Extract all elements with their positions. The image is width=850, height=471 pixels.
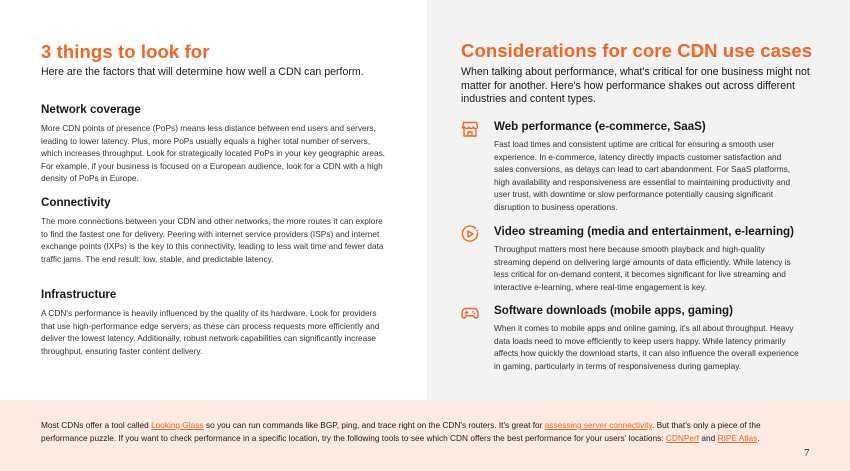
footer-text [41, 419, 801, 444]
footer-text-part: . But that's only a piece of the performance puzzle. If you want to check performance in a specific location, try the following tools to see which CDN offers the best performance for your users' locations: [41, 420, 761, 443]
page-number: 7 [804, 447, 810, 459]
section-heading: Infrastructure [41, 288, 117, 301]
section-connectivity [41, 196, 391, 265]
footer-text-part: and [699, 432, 718, 443]
ripe-atlas-link[interactable]: RIPE Atlas [717, 432, 758, 443]
section-body: More CDN points of presence (PoPs) means less distance between end users and servers, leading to lower latency. Plus, more PoPs usually equals a higher total number of servers, which increases throughput. Look for strategically located PoPs in your key geographic areas. For example, if your business is focused on a European audience, look for a CDN with a high density of PoPs in Europe. [41, 123, 386, 183]
right-column [427, 0, 850, 400]
case-body: Fast load times and consistent uptime are critical for ensuring a smooth user experience. In e-commerce, latency directly impacts customer satisfaction and sales conversions, as delays can lead to cart abandonment. For SaaS platforms, high availability and responsiveness are essential to maintaining productivity and user trust, with downtime or slow performance potentially causing significant disruption to business operations. [494, 139, 791, 212]
right-intro: When talking about performance, what's critical for one business might not matter for another. Here's how performance shakes out across different industries and content types. [461, 66, 810, 105]
case-heading: Software downloads (mobile apps, gaming) [494, 304, 733, 317]
section-heading: Connectivity [41, 196, 111, 209]
left-title: 3 things to look for [41, 41, 210, 62]
case-body: When it comes to mobile apps and online gaming, it's all about throughput. Heavy data loads need to move efficiently to keep users happy. While latency primarily affects how quickly the download starts, it can also influence the overall experience in gaming, particularly in terms of responsiveness during gameplay. [494, 323, 799, 371]
case-body: Throughput matters most here because smooth playback and high-quality streaming depend on delivering large amounts of data efficiently. While latency is less critical for on-demand content, it becomes significant for live streaming and interactive e-learning, where real-time engagement is key. [494, 244, 791, 292]
section-body: The more connections between your CDN and other networks, the more routes it can explore to find the fastest one for delivery. Peering with internet service providers (ISPs) and internet exchange points (IXPs) is the key to this connectivity, leading to less wait time and fewer data traffic jams. The end result: low, stable, and predictable latency. [41, 216, 384, 264]
section-network-coverage [41, 103, 391, 185]
section-heading: Network coverage [41, 103, 141, 116]
assessing-server-connectivity-link[interactable]: assessing server connectivity [544, 420, 652, 430]
footer-text-part: so you can run commands like BGP, ping, and trace right on the CDN's routers. It's great for [203, 420, 545, 430]
footer-text-part: . [757, 432, 760, 443]
section-infrastructure [41, 288, 391, 357]
left-column [0, 0, 427, 400]
shop-icon [461, 120, 479, 138]
video-play-icon [461, 225, 479, 243]
section-body: A CDN's performance is heavily influenced by the quality of its hardware. Look for providers that use high-performance edge servers, as these can process requests more efficiently and deliver the lowest latency. Additionally, robust network capabilities can significantly increase throughput, ensuring faster content delivery. [41, 308, 380, 356]
footer-text-part: Most CDNs offer a tool called [41, 420, 152, 430]
cdnperf-link[interactable]: CDNPerf [665, 432, 700, 443]
left-intro: Here are the factors that will determine how well a CDN can perform. [41, 66, 364, 78]
gamepad-icon [461, 304, 479, 322]
looking-glass-link[interactable]: Looking Glass [151, 420, 204, 430]
right-title: Considerations for core CDN use cases [461, 40, 813, 61]
case-heading: Web performance (e-commerce, SaaS) [494, 120, 706, 133]
case-heading: Video streaming (media and entertainment, e-learning) [494, 225, 794, 238]
